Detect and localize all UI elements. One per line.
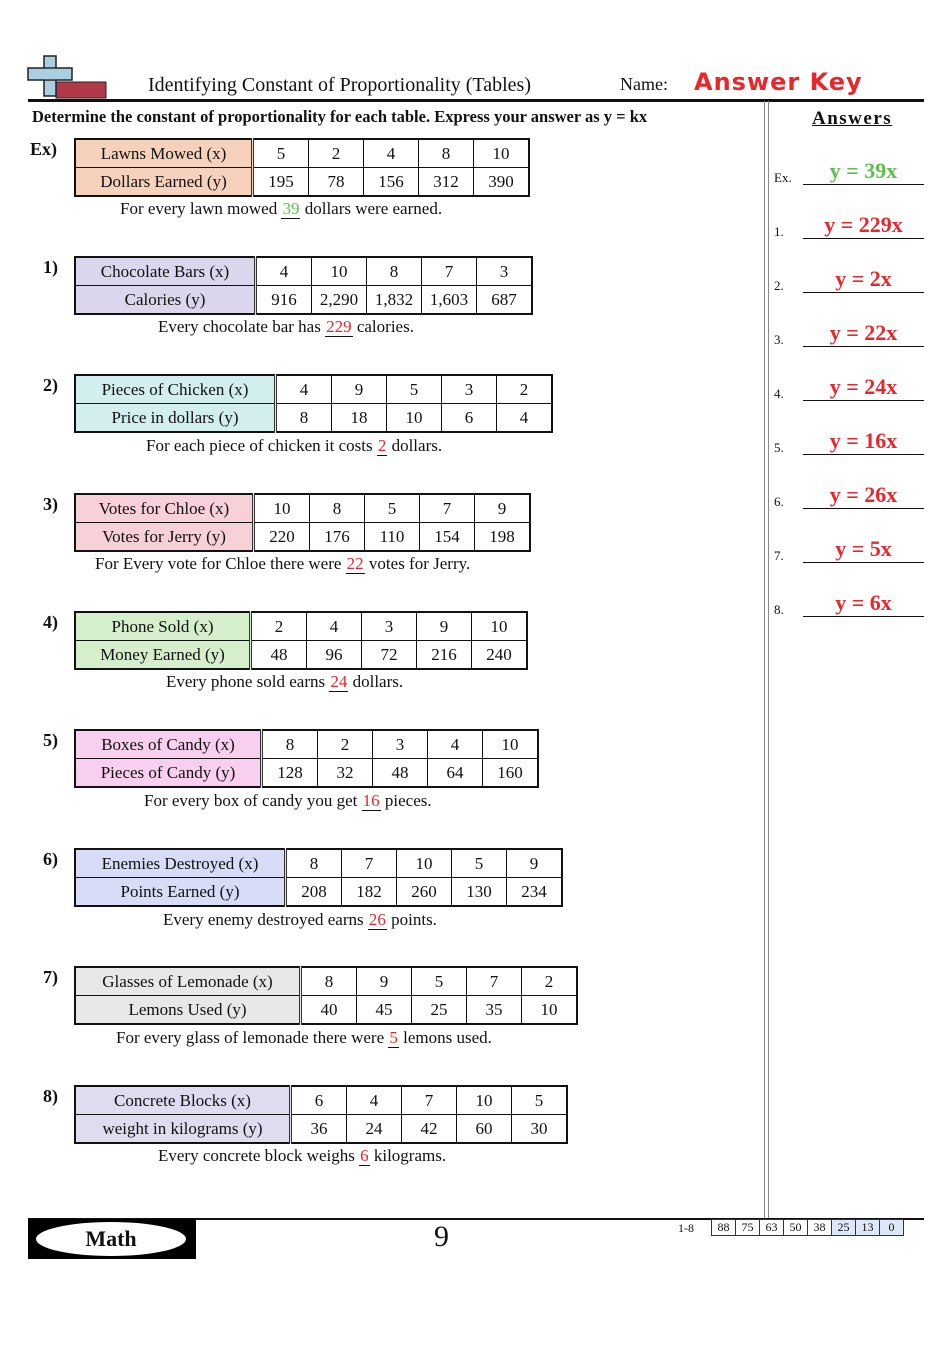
value-cell: 4 [347, 1086, 402, 1115]
x-label-cell: Glasses of Lemonade (x) [75, 967, 301, 996]
score-range-label: 1-8 [678, 1221, 694, 1235]
value-cell: 48 [251, 641, 307, 670]
value-cell: 7 [402, 1086, 457, 1115]
answer-value: y = 6x [803, 590, 924, 617]
value-cell: 220 [254, 523, 310, 552]
x-label-cell: Boxes of Candy (x) [75, 730, 262, 759]
sentence-start: For every glass of lemonade there were [116, 1028, 389, 1047]
sentence-end: lemons used. [398, 1028, 492, 1047]
value-cell: 4 [364, 139, 419, 168]
value-cell: 4 [307, 612, 362, 641]
value-cell: 72 [362, 641, 417, 670]
answer-sentence [144, 791, 432, 811]
value-cell: 154 [420, 523, 475, 552]
value-cell: 7 [420, 494, 475, 523]
proportion-table [74, 256, 533, 315]
answer-sentence [116, 1028, 492, 1048]
answer-blank: 5 [389, 1028, 398, 1047]
value-cell: 916 [256, 286, 312, 315]
answer-number: 1. [774, 224, 784, 239]
page-number: 9 [434, 1220, 449, 1253]
score-cell: 50 [784, 1220, 808, 1236]
value-cell: 10 [254, 494, 310, 523]
value-cell: 9 [332, 375, 387, 404]
problem-label: 8) [43, 1086, 58, 1106]
answer-blank: 229 [326, 317, 352, 336]
y-label-cell: Dollars Earned (y) [75, 168, 253, 197]
x-label-cell: Votes for Chloe (x) [75, 494, 254, 523]
value-cell: 35 [467, 996, 522, 1025]
sentence-start: For every lawn mowed [120, 199, 282, 218]
instructions: Determine the constant of proportionality for each table. Express your answer as y = kx [32, 107, 648, 126]
value-cell: 40 [301, 996, 357, 1025]
y-label-cell: Calories (y) [75, 286, 256, 315]
value-cell: 8 [367, 257, 422, 286]
x-row [75, 494, 530, 523]
x-label-cell: Chocolate Bars (x) [75, 257, 256, 286]
value-cell: 195 [253, 168, 309, 197]
value-cell: 7 [422, 257, 477, 286]
answer-sentence [166, 672, 403, 692]
sentence-start: Every phone sold earns [166, 672, 330, 691]
y-label-cell: Price in dollars (y) [75, 404, 276, 433]
value-cell: 6 [442, 404, 497, 433]
x-row [75, 849, 562, 878]
value-cell: 10 [397, 849, 452, 878]
answer-sentence [163, 910, 437, 930]
answer-number: 2. [774, 278, 784, 293]
value-cell: 6 [291, 1086, 347, 1115]
answer-number: 7. [774, 548, 784, 563]
value-cell: 45 [357, 996, 412, 1025]
name-label: Name: [620, 74, 668, 94]
value-cell: 2,290 [312, 286, 367, 315]
x-label-cell: Lawns Mowed (x) [75, 139, 253, 168]
value-cell: 10 [312, 257, 367, 286]
proportion-table [74, 374, 553, 433]
x-row [75, 612, 527, 641]
value-cell: 3 [373, 730, 428, 759]
answer-value: y = 229x [803, 212, 924, 239]
answer-sentence [120, 199, 442, 219]
value-cell: 10 [483, 730, 539, 759]
answer-blank: 16 [362, 791, 380, 810]
value-cell: 240 [472, 641, 528, 670]
y-label-cell: weight in kilograms (y) [75, 1115, 291, 1144]
sentence-start: Every enemy destroyed earns [163, 910, 368, 929]
x-row [75, 1086, 567, 1115]
answer-blank: 24 [330, 672, 348, 691]
value-cell: 2 [309, 139, 364, 168]
problem-label: 7) [43, 967, 58, 987]
score-cell: 88 [712, 1220, 736, 1236]
value-cell: 160 [483, 759, 539, 788]
score-cell: 13 [856, 1220, 880, 1236]
sentence-end: dollars. [387, 436, 443, 455]
sentence-end: pieces. [380, 791, 432, 810]
value-cell: 9 [507, 849, 563, 878]
value-cell: 9 [417, 612, 472, 641]
value-cell: 176 [310, 523, 365, 552]
value-cell: 10 [472, 612, 528, 641]
y-row [75, 641, 527, 670]
value-cell: 4 [428, 730, 483, 759]
score-cell: 75 [736, 1220, 760, 1236]
x-label-cell: Phone Sold (x) [75, 612, 251, 641]
answer-number: 8. [774, 602, 784, 617]
proportion-table [74, 966, 578, 1025]
x-label-cell: Concrete Blocks (x) [75, 1086, 291, 1115]
value-cell: 5 [253, 139, 309, 168]
x-row [75, 257, 532, 286]
y-row [75, 878, 562, 907]
value-cell: 8 [276, 404, 332, 433]
answer-key-label: Answer Key [694, 68, 863, 96]
answer-blank: 22 [346, 554, 364, 573]
y-row [75, 1115, 567, 1144]
value-cell: 10 [474, 139, 530, 168]
problem-label: Ex) [30, 139, 57, 159]
value-cell: 8 [262, 730, 318, 759]
x-row [75, 967, 577, 996]
value-cell: 130 [452, 878, 507, 907]
sentence-end: dollars. [348, 672, 404, 691]
y-row [75, 286, 532, 315]
answer-number: 6. [774, 494, 784, 509]
sentence-start: For every box of candy you get [144, 791, 362, 810]
x-row [75, 730, 538, 759]
score-cell: 63 [760, 1220, 784, 1236]
proportion-table [74, 138, 530, 197]
answer-value: y = 16x [803, 428, 924, 455]
answer-sentence [158, 317, 414, 337]
value-cell: 10 [387, 404, 442, 433]
problem-label: 5) [43, 730, 58, 750]
answer-sentence [95, 554, 470, 574]
sentence-start: Every chocolate bar has [158, 317, 326, 336]
problem-label: 2) [43, 375, 58, 395]
answers-heading: Answers [812, 108, 893, 129]
answer-value: y = 22x [803, 320, 924, 347]
y-row [75, 404, 552, 433]
value-cell: 8 [310, 494, 365, 523]
sentence-start: For each piece of chicken it costs [146, 436, 377, 455]
value-cell: 3 [362, 612, 417, 641]
value-cell: 198 [475, 523, 531, 552]
proportion-table [74, 1085, 568, 1144]
value-cell: 30 [512, 1115, 568, 1144]
sentence-start: For Every vote for Chloe there were [95, 554, 346, 573]
answer-number: 5. [774, 440, 784, 455]
sentence-end: points. [386, 910, 437, 929]
plus-logo-icon [26, 54, 108, 100]
value-cell: 312 [419, 168, 474, 197]
value-cell: 64 [428, 759, 483, 788]
problem-label: 1) [43, 257, 58, 277]
value-cell: 687 [477, 286, 533, 315]
x-label-cell: Enemies Destroyed (x) [75, 849, 286, 878]
answer-blank: 39 [282, 199, 300, 218]
value-cell: 10 [522, 996, 578, 1025]
answer-value: y = 2x [803, 266, 924, 293]
answer-number: 3. [774, 332, 784, 347]
value-cell: 182 [342, 878, 397, 907]
value-cell: 8 [419, 139, 474, 168]
value-cell: 36 [291, 1115, 347, 1144]
y-row [75, 996, 577, 1025]
y-row [75, 759, 538, 788]
value-cell: 208 [286, 878, 342, 907]
answer-sentence [146, 436, 442, 456]
answer-number: Ex. [774, 170, 792, 185]
value-cell: 96 [307, 641, 362, 670]
sentence-end: dollars were earned. [300, 199, 443, 218]
value-cell: 78 [309, 168, 364, 197]
value-cell: 25 [412, 996, 467, 1025]
value-cell: 3 [442, 375, 497, 404]
value-cell: 260 [397, 878, 452, 907]
value-cell: 2 [522, 967, 578, 996]
value-cell: 1,603 [422, 286, 477, 315]
problem-label: 6) [43, 849, 58, 869]
y-label-cell: Lemons Used (y) [75, 996, 301, 1025]
problem-label: 3) [43, 494, 58, 514]
value-cell: 10 [457, 1086, 512, 1115]
value-cell: 110 [365, 523, 420, 552]
sentence-end: calories. [352, 317, 414, 336]
proportion-table [74, 493, 531, 552]
value-cell: 5 [412, 967, 467, 996]
value-cell: 216 [417, 641, 472, 670]
proportion-table [74, 729, 539, 788]
answer-sentence [158, 1146, 446, 1166]
answer-value: y = 26x [803, 482, 924, 509]
subject-label: Math [36, 1222, 186, 1256]
column-divider [768, 101, 769, 1219]
answer-value: y = 5x [803, 536, 924, 563]
value-cell: 32 [318, 759, 373, 788]
y-label-cell: Votes for Jerry (y) [75, 523, 254, 552]
value-cell: 5 [365, 494, 420, 523]
sentence-end: kilograms. [369, 1146, 447, 1165]
value-cell: 60 [457, 1115, 512, 1144]
y-label-cell: Pieces of Candy (y) [75, 759, 262, 788]
value-cell: 9 [475, 494, 531, 523]
score-table [711, 1219, 904, 1236]
column-divider [764, 101, 765, 1219]
value-cell: 7 [467, 967, 522, 996]
value-cell: 2 [318, 730, 373, 759]
y-row [75, 168, 529, 197]
value-cell: 42 [402, 1115, 457, 1144]
value-cell: 5 [452, 849, 507, 878]
value-cell: 8 [301, 967, 357, 996]
value-cell: 1,832 [367, 286, 422, 315]
answer-number: 4. [774, 386, 784, 401]
answer-blank: 6 [360, 1146, 369, 1165]
score-cell: 25 [832, 1220, 856, 1236]
value-cell: 128 [262, 759, 318, 788]
sentence-end: votes for Jerry. [364, 554, 471, 573]
score-cell: 38 [808, 1220, 832, 1236]
value-cell: 7 [342, 849, 397, 878]
x-row [75, 139, 529, 168]
y-label-cell: Money Earned (y) [75, 641, 251, 670]
worksheet-title: Identifying Constant of Proportionality (Tables) [148, 74, 531, 96]
score-cell: 0 [880, 1220, 904, 1236]
value-cell: 2 [251, 612, 307, 641]
value-cell: 18 [332, 404, 387, 433]
answer-value: y = 39x [803, 158, 924, 185]
proportion-table [74, 848, 563, 907]
value-cell: 8 [286, 849, 342, 878]
value-cell: 3 [477, 257, 533, 286]
value-cell: 390 [474, 168, 530, 197]
value-cell: 4 [276, 375, 332, 404]
value-cell: 48 [373, 759, 428, 788]
answer-value: y = 24x [803, 374, 924, 401]
value-cell: 4 [497, 404, 553, 433]
x-row [75, 375, 552, 404]
value-cell: 4 [256, 257, 312, 286]
value-cell: 156 [364, 168, 419, 197]
sentence-start: Every concrete block weighs [158, 1146, 360, 1165]
x-label-cell: Pieces of Chicken (x) [75, 375, 276, 404]
value-cell: 5 [387, 375, 442, 404]
value-cell: 5 [512, 1086, 568, 1115]
proportion-table [74, 611, 528, 670]
answer-blank: 26 [368, 910, 386, 929]
value-cell: 2 [497, 375, 553, 404]
y-row [75, 523, 530, 552]
y-label-cell: Points Earned (y) [75, 878, 286, 907]
answer-blank: 2 [377, 436, 387, 455]
header-rule [28, 99, 924, 102]
problem-label: 4) [43, 612, 58, 632]
value-cell: 9 [357, 967, 412, 996]
value-cell: 234 [507, 878, 563, 907]
value-cell: 24 [347, 1115, 402, 1144]
